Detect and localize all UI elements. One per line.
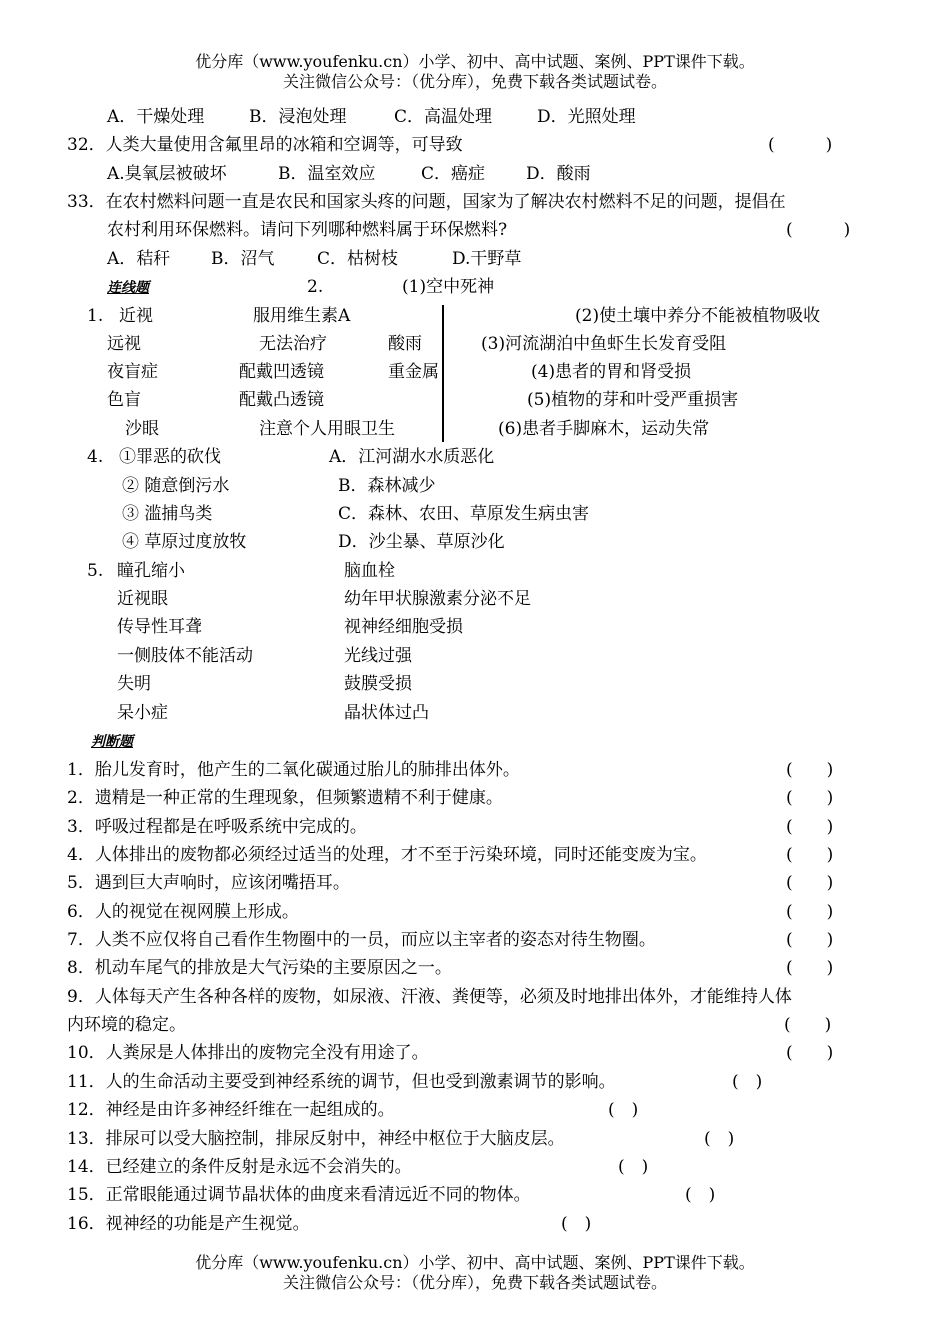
- judge-item-12: 12．神经是由许多神经纤维在一起组成的。: [67, 1100, 395, 1120]
- q4-left-1: ①罪恶的砍伐: [119, 447, 221, 467]
- judge-item-10: 10．人粪尿是人体排出的废物完全没有用途了。: [67, 1043, 429, 1063]
- q5-right-5: 鼓膜受损: [344, 674, 412, 694]
- q33-option-a: A．秸秆: [107, 249, 171, 269]
- q4-right-2: B．森林减少: [338, 476, 436, 496]
- judge-item-5-paren: ( ): [786, 873, 834, 893]
- q5-left-2: 近视眼: [117, 589, 168, 609]
- q33-answer-paren: ( ): [786, 220, 851, 240]
- q5-right-6: 晶状体过凸: [344, 703, 429, 723]
- section-title-judgement: 判断题: [91, 734, 133, 750]
- judge-item-8: 8．机动车尾气的排放是大气污染的主要原因之一。: [67, 958, 452, 978]
- judge-item-16-paren: ( ): [561, 1214, 592, 1234]
- judge-item-8-paren: ( ): [786, 958, 834, 978]
- page-footer-line2: 关注微信公众号：（优分库），免费下载各类试题试卷。: [282, 1273, 667, 1292]
- judge-item-3: 3．呼吸过程都是在呼吸系统中完成的。: [67, 817, 367, 837]
- q5-right-1: 脑血栓: [344, 561, 395, 581]
- q33-text-line1: 33．在农村燃料问题一直是农民和国家头疼的问题，国家为了解决农村燃料不足的问题，提倡在: [67, 192, 786, 212]
- q33-text-line2: 农村利用环保燃料。请问下列哪种燃料属于环保燃料?: [107, 220, 508, 240]
- q1-right-1: 服用维生素A: [253, 306, 351, 326]
- section-title-matching: 连线题: [107, 280, 149, 296]
- q4-right-1: A．江河湖水水质恶化: [329, 447, 495, 467]
- judge-item-4: 4．人体排出的废物都必须经过适当的处理，才不至于污染环境，同时还能变废为宝。: [67, 845, 707, 865]
- q2-right-1: (1)空中死神: [402, 277, 495, 297]
- q2-right-2: (2)使土壤中养分不能被植物吸收: [575, 306, 821, 326]
- judge-item-16: 16．视神经的功能是产生视觉。: [67, 1214, 310, 1234]
- q5-left-5: 失明: [117, 674, 151, 694]
- judge-item-5: 5．遇到巨大声响时，应该闭嘴捂耳。: [67, 873, 350, 893]
- q31-option-b: B．浸泡处理: [249, 107, 347, 127]
- judge-item-2: 2．遗精是一种正常的生理现象，但频繁遗精不利于健康。: [67, 788, 503, 808]
- judge-item-1: 1．胎儿发育时，他产生的二氧化碳通过胎儿的肺排出体外。: [67, 760, 520, 780]
- q32-text: 32．人类大量使用含氟里昂的冰箱和空调等，可导致: [67, 135, 463, 155]
- q4-left-3: ③ 滥捕鸟类: [122, 504, 213, 524]
- q1-left-1: 近视: [119, 306, 153, 326]
- q5-right-4: 光线过强: [344, 646, 412, 666]
- q31-option-d: D．光照处理: [537, 107, 636, 127]
- q32-option-b: B．温室效应: [278, 164, 376, 184]
- q5-number: 5.: [87, 561, 104, 581]
- q31-option-c: C．高温处理: [394, 107, 493, 127]
- q2-number: 2.: [307, 277, 324, 297]
- q4-left-2: ② 随意倒污水: [122, 476, 230, 496]
- judge-item-9-paren: ( ): [784, 1015, 832, 1035]
- q2-divider-line: [442, 305, 444, 442]
- q2-left-2: 重金属: [388, 362, 439, 382]
- judge-item-9-line2: 内环境的稳定。: [67, 1015, 186, 1035]
- q5-left-4: 一侧肢体不能活动: [117, 646, 253, 666]
- judge-item-7: 7．人类不应仅将自己看作生物圈中的一员，而应以主宰者的姿态对待生物圈。: [67, 930, 656, 950]
- q1-left-2: 远视: [107, 334, 141, 354]
- judge-item-12-paren: ( ): [608, 1100, 639, 1120]
- judge-item-2-paren: ( ): [786, 788, 834, 808]
- q32-option-d: D．酸雨: [526, 164, 591, 184]
- judge-item-15-paren: ( ): [685, 1185, 716, 1205]
- q4-right-4: D．沙尘暴、草原沙化: [338, 532, 505, 552]
- q4-left-4: ④ 草原过度放牧: [122, 532, 247, 552]
- judge-item-6-paren: ( ): [786, 902, 834, 922]
- q4-number: 4.: [87, 447, 104, 467]
- q2-right-4: (4)患者的胃和肾受损: [531, 362, 692, 382]
- page-header-line2: 关注微信公众号：（优分库），免费下载各类试题试卷。: [282, 72, 667, 91]
- judge-item-9-line1: 9．人体每天产生各种各样的废物，如尿液、汗液、粪便等，必须及时地排出体外，才能维持人体: [67, 987, 792, 1007]
- q2-right-6: (6)患者手脚麻木，运动失常: [498, 419, 710, 439]
- q33-option-c: C．枯树枝: [317, 249, 399, 269]
- judge-item-11-paren: ( ): [732, 1072, 763, 1092]
- q5-left-1: 瞳孔缩小: [117, 561, 185, 581]
- judge-item-3-paren: ( ): [786, 817, 834, 837]
- q4-right-3: C．森林、农田、草原发生病虫害: [338, 504, 590, 524]
- q1-left-3: 夜盲症: [107, 362, 158, 382]
- judge-item-13: 13．排尿可以受大脑控制，排尿反射中，神经中枢位于大脑皮层。: [67, 1129, 565, 1149]
- judge-item-10-paren: ( ): [786, 1043, 834, 1063]
- q1-number: 1.: [87, 306, 104, 326]
- q2-right-3: (3)河流湖泊中鱼虾生长发育受阻: [481, 334, 727, 354]
- q31-option-a: A．干燥处理: [107, 107, 205, 127]
- judge-item-14: 14．已经建立的条件反射是永远不会消失的。: [67, 1157, 412, 1177]
- q5-right-2: 幼年甲状腺激素分泌不足: [344, 589, 531, 609]
- page-header-line1: 优分库（www.youfenku.cn）小学、初中、高中试题、案例、PPT课件下载。: [195, 52, 755, 71]
- q32-answer-paren: ( ): [768, 135, 833, 155]
- judge-item-7-paren: ( ): [786, 930, 834, 950]
- q1-right-4: 配戴凸透镜: [239, 390, 324, 410]
- judge-item-13-paren: ( ): [704, 1129, 735, 1149]
- q5-right-3: 视神经细胞受损: [344, 617, 463, 637]
- q1-right-5: 注意个人用眼卫生: [259, 419, 395, 439]
- q2-left-1: 酸雨: [388, 334, 422, 354]
- q1-left-4: 色盲: [107, 390, 141, 410]
- judge-item-14-paren: ( ): [618, 1157, 649, 1177]
- q1-right-3: 配戴凹透镜: [239, 362, 324, 382]
- judge-item-1-paren: ( ): [786, 760, 834, 780]
- q5-left-3: 传导性耳聋: [117, 617, 202, 637]
- q32-option-c: C．癌症: [421, 164, 486, 184]
- judge-item-11: 11．人的生命活动主要受到神经系统的调节，但也受到激素调节的影响。: [67, 1072, 616, 1092]
- judge-item-4-paren: ( ): [786, 845, 834, 865]
- q33-option-b: B．沼气: [211, 249, 275, 269]
- q33-option-d: D.干野草: [452, 249, 522, 269]
- q1-left-5: 沙眼: [125, 419, 159, 439]
- page-footer-line1: 优分库（www.youfenku.cn）小学、初中、高中试题、案例、PPT课件下载。: [195, 1253, 755, 1272]
- q2-right-5: (5)植物的芽和叶受严重损害: [527, 390, 739, 410]
- q1-right-2: 无法治疗: [259, 334, 327, 354]
- judge-item-6: 6．人的视觉在视网膜上形成。: [67, 902, 299, 922]
- q32-option-a: A.臭氧层被破坏: [107, 164, 227, 184]
- judge-item-15: 15．正常眼能通过调节晶状体的曲度来看清远近不同的物体。: [67, 1185, 531, 1205]
- q5-left-6: 呆小症: [117, 703, 168, 723]
